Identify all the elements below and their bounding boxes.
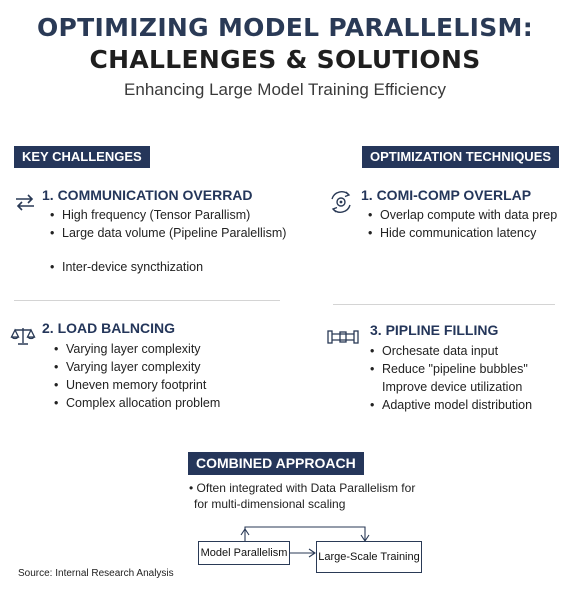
subtitle: Enhancing Large Model Training Efficiency bbox=[124, 80, 446, 99]
key-challenges-header: KEY CHALLENGES bbox=[14, 146, 150, 168]
list-item: • Overlap compute with data prep bbox=[368, 206, 557, 224]
technique-3-title: 3. PIPLINE FILLING bbox=[370, 322, 499, 338]
list-item: • Varying layer complexity bbox=[54, 340, 220, 358]
list-item: • High frequency (Tensor Parallism) bbox=[50, 206, 286, 224]
combined-line-1: • Often integrated with Data Parallelism for bbox=[189, 481, 416, 495]
source-note: Source: Internal Research Analysis bbox=[18, 568, 174, 579]
list-item: • Complex allocation problem bbox=[54, 394, 220, 412]
list-item: • Inter-device syncthization bbox=[50, 258, 286, 276]
challenge-1-title: 1. COMMUNICATION OVERRAD bbox=[42, 187, 253, 203]
list-item: • Uneven memory footprint bbox=[54, 376, 220, 394]
list-item: • Varying layer complexity bbox=[54, 358, 220, 376]
list-item: • Orchesate data input bbox=[370, 342, 532, 360]
technique-1-title: 1. COMI-COMP OVERLAP bbox=[361, 187, 532, 203]
combined-line-2: for multi-dimensional scaling bbox=[194, 497, 346, 511]
list-item: • Large data volume (Pipeline Paralellism) bbox=[50, 224, 286, 242]
title-line-2: CHALLENGES & SOLUTIONS bbox=[89, 45, 481, 74]
list-item: • Hide communication latency bbox=[368, 224, 557, 242]
optimization-techniques-header: OPTIMIZATION TECHNIQUES bbox=[362, 146, 559, 168]
challenge-2-title: 2. LOAD BALNCING bbox=[42, 320, 175, 336]
combined-approach-header: COMBINED APPROACH bbox=[188, 452, 364, 475]
model-parallelism-box: Model Parallelism bbox=[198, 541, 290, 565]
list-item: • Adaptive model distribution bbox=[370, 396, 532, 414]
title-line-1: OPTIMIZING MODEL PARALLELISM: bbox=[36, 13, 533, 42]
list-item: Improve device utilization bbox=[382, 380, 523, 394]
combined-line-1-text: Often integrated with Data Parallelism for bbox=[196, 481, 416, 495]
list-item: • Reduce "pipeline bubbles" bbox=[370, 360, 532, 378]
large-scale-training-box: Large-Scale Training bbox=[316, 541, 422, 573]
